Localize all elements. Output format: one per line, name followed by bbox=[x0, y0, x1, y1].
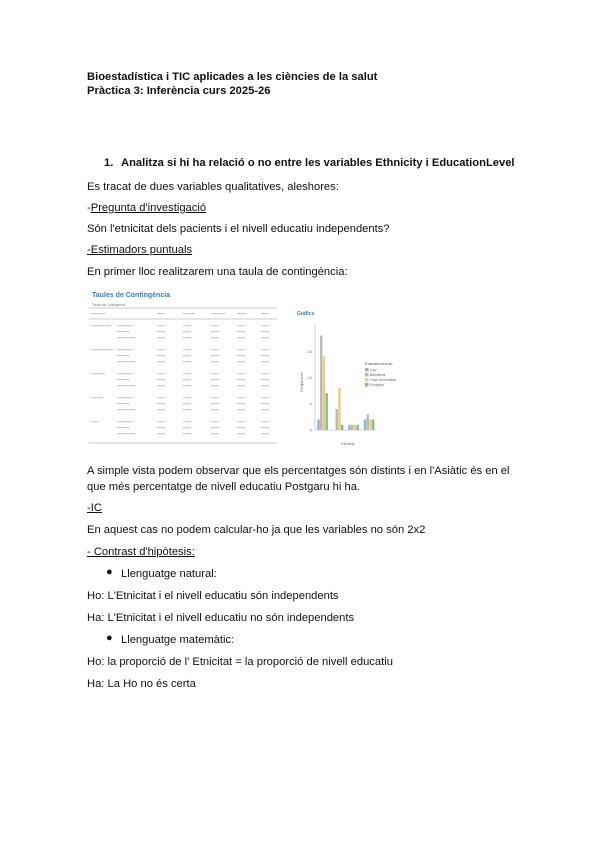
chart-svg bbox=[293, 307, 413, 447]
question-text: Són l'etnicitat dels pacients i el nivell educatiu independents? bbox=[87, 223, 390, 235]
ic-text: En aquest cas no podem calcular-ho ja que les variables no són 2x2 bbox=[87, 524, 426, 536]
estimators-heading: -Estimadors puntuals bbox=[87, 244, 193, 256]
legend-swatch bbox=[365, 383, 369, 387]
ha-math: Ha: La Ho no és certa bbox=[87, 678, 196, 690]
table-grid bbox=[87, 307, 287, 447]
section-number: 1. bbox=[104, 157, 114, 169]
bullet-icon: ● bbox=[106, 632, 113, 644]
contingency-table-image bbox=[87, 289, 287, 449]
bar bbox=[354, 425, 356, 430]
table-subtitle: Taules de Contingència bbox=[92, 303, 126, 307]
section-title: Analitza si hi ha relació o no entre les variables Ethnicity i EducationLevel bbox=[121, 157, 515, 169]
bar bbox=[348, 425, 350, 430]
legend-swatch bbox=[365, 368, 369, 372]
legend-label: Grau Universitari bbox=[370, 378, 397, 383]
bar bbox=[323, 357, 325, 431]
bar bbox=[367, 414, 369, 430]
y-tick-label: 15 bbox=[307, 348, 312, 354]
question-heading: -Pregunta d'investigació bbox=[87, 202, 207, 214]
legend-label: Cap bbox=[370, 368, 377, 373]
observation-line-1: A simple vista podem observar que els percentatges són distints i en l'Asiàtic és en el bbox=[87, 465, 510, 477]
legend-label: Postgrau bbox=[370, 383, 385, 388]
bar bbox=[325, 393, 327, 430]
legend-swatch bbox=[365, 378, 369, 382]
chart-panel-title: Gràfics bbox=[297, 311, 315, 317]
intro-paragraph: Es tracat de dues variables qualitatives, aleshores: bbox=[87, 181, 339, 193]
table-title: Taules de Contingència bbox=[92, 292, 171, 299]
bar bbox=[338, 388, 340, 430]
bar bbox=[341, 425, 343, 430]
estimators-text: En primer lloc realitzarem una taula de contingència: bbox=[87, 266, 348, 278]
ho-math: Ho: la proporció de l' Etnicitat = la proporció de nivell educatiu bbox=[87, 656, 393, 668]
bar bbox=[356, 425, 358, 430]
ho-natural: Ho: L'Etnicitat i el nivell educatiu són independents bbox=[87, 590, 339, 602]
y-tick-label: 0 bbox=[309, 427, 312, 433]
bar bbox=[369, 420, 371, 431]
bullet-icon: ● bbox=[106, 566, 113, 578]
bar bbox=[351, 425, 353, 430]
bar bbox=[364, 420, 366, 431]
y-tick-label: 5 bbox=[309, 401, 312, 407]
contrast-heading: - Contrast d'hipòtesis: bbox=[87, 546, 195, 558]
y-tick-label: 10 bbox=[307, 375, 312, 380]
bar bbox=[372, 420, 374, 431]
legend-label: Batxillerat bbox=[370, 373, 386, 378]
course-title: Bioestadística i TIC aplicades a les ciències de la salut bbox=[87, 71, 378, 83]
bar bbox=[336, 409, 338, 430]
chart-xlabel: Ethnicity bbox=[341, 442, 355, 446]
ha-natural: Ha: L'Etnicitat i el nivell educatiu no són independents bbox=[87, 612, 355, 624]
bar bbox=[317, 420, 319, 431]
bullet-natural: Llenguatge natural: bbox=[121, 568, 217, 580]
legend-swatch bbox=[365, 373, 369, 377]
ic-heading: -IC bbox=[87, 502, 102, 514]
practice-title: Pràctica 3: Inferència curs 2025-26 bbox=[87, 85, 271, 97]
observation-line-2: que més percentatge de nivell educatiu Postgaru hi ha. bbox=[87, 481, 361, 493]
bar bbox=[320, 336, 322, 431]
legend-title: EducationLevel bbox=[365, 361, 393, 366]
bar-chart bbox=[293, 307, 413, 447]
bullet-math: Llenguatge matemàtic: bbox=[121, 634, 235, 646]
chart-ylabel: Freqüències bbox=[300, 372, 304, 392]
